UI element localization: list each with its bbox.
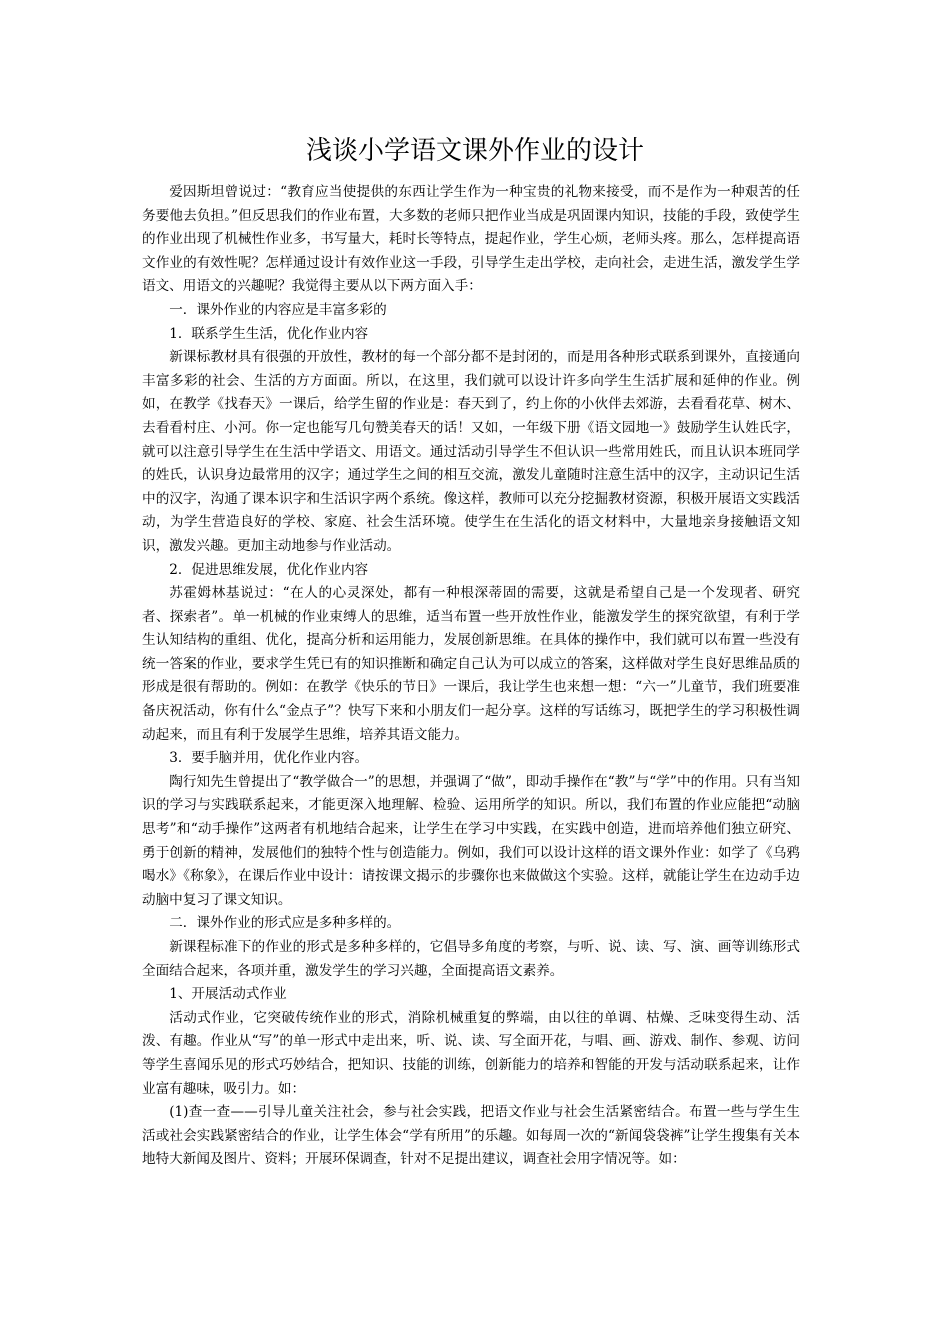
paragraph-activity: 活动式作业，它突破传统作业的形式，消除机械重复的弊端，由以往的单调、枯燥、乏味变得生动、活泼、有趣。作业从“写”的单一形式中走出来，听、说、读、写全面开花，与唱、画、游戏、制作、参观、访问等学生喜闻乐见的形式巧妙结合，把知识、技能的训练，创新能力的培养和智能的开发与活动联系起来，让作业富有趣味，吸引力。如： [142,1009,800,1097]
paragraph-form: 新课程标准下的作业的形式是多种多样的，它倡导多角度的考察，与听、说、读、写、演、画等训练形式全面结合起来，各项并重，激发学生的学习兴趣，全面提高语文素养。 [142,939,800,979]
paragraph-thinking: 苏霍姆林基说过：“在人的心灵深处，都有一种根深蒂固的需要，这就是希望自己是一个发现者、研究者、探索者”。单一机械的作业束缚人的思维，适当布置一些开放性作业，能激发学生的探究欲望，有利于学生认知结构的重组、优化，提高分析和运用能力，发展创新思维。在具体的操作中，我们就可以布置一些没有统一答案的作业，要求学生凭已有的知识推断和确定自己认为可以成立的答案，这样做对学生良好思维品质的形成是很有帮助的。例如：在教学《快乐的节日》一课后，我让学生也来想一想：“六一”儿童节，我们班要准备庆祝活动，你有什么“金点子”？快写下来和小朋友们一起分享。这样的写话练习，既把学生的学习积极性调动起来，而且有利于发展学生思维，培养其语文能力。 [142,585,800,743]
section-heading-content: 一．课外作业的内容应是丰富多彩的 [169,301,387,318]
document-body [142,181,800,1172]
paragraph-intro: 爱因斯坦曾说过：“教育应当使提供的东西让学生作为一种宝贵的礼物来接受，而不是作为一种艰苦的任务要他去负担。”但反思我们的作业布置，大多数的老师只把作业当成是巩固课内知识，技能的手段，致使学生的作业出现了机械性作业多，书写量大，耗时长等特点，提起作业，学生心烦，老师头疼。那么，怎样提高语文作业的有效性呢？怎样通过设计有效作业这一手段，引导学生走出学校，走向社会，走进生活，激发学生学语文、用语文的兴趣呢？我觉得主要从以下两方面入手： [142,184,800,295]
document-title: 浅谈小学语文课外作业的设计 [305,136,644,166]
section-heading-form: 二．课外作业的形式应是多种多样的。 [169,915,401,932]
subheading-hands-on: 3．要手脑并用，优化作业内容。 [169,750,369,767]
paragraph-hands-on: 陶行知先生曾提出了“教学做合一”的思想，并强调了“做”，即动手操作在“教”与“学”中的作用。只有当知识的学习与实践联系起来，才能更深入地理解、检验、运用所学的知识。所以，我们布置的作业应能把“动脑思考”和“动手操作”这两者有机地结合起来，让学生在学习中实践，在实践中创造，进而培养他们独立研究、勇于创新的精神，发展他们的独特个性与创造能力。例如，我们可以设计这样的语文课外作业：如学了《乌鸦喝水》《称象》，在课后作业中设计：请按课文揭示的步骤你也来做做这个实验。这样，就能让学生在边动手边动脑中复习了课文知识。 [142,773,800,908]
paragraph-investigate: (1)查一查——引导儿童关注社会，参与社会实践，把语文作业与社会生活紧密结合。布置一些与学生生活或社会实践紧密结合的作业，让学生体会“学有所用”的乐趣。如每周一次的“新闻袋袋裤”让学生搜集有关本地特大新闻及图片、资料；开展环保调查，针对不足提出建议，调查社会用字情况等。如： [142,1104,800,1168]
paragraph-life: 新课标教材具有很强的开放性，教材的每一个部分都不是封闭的，而是用各种形式联系到课外，直接通向丰富多彩的社会、生活的方方面面。所以，在这里，我们就可以设计许多向学生生活扩展和延伸的作业。例如，在教学《找春天》一课后，给学生留的作业是：春天到了，约上你的小伙伴去郊游，去看看花草、树木、去看看村庄、小河。你一定也能写几句赞美春天的话！又如，一年级下册《语文园地一》鼓励学生认姓氏字，就可以注意引导学生在生活中学语文、用语文。通过活动引导学生不但认识一些常用姓氏，而且认识本班同学的姓氏，认识身边最常用的汉字；通过学生之间的相互交流，激发儿童随时注意生活中的汉字，主动识记生活中的汉字，沟通了课本识字和生活识字两个系统。像这样，教师可以充分挖掘教材资源，积极开展语文实践活动，为学生营造良好的学校、家庭、社会生活环境。使学生在生活化的语文材料中，大量地亲身接触语文知识，激发兴趣。更加主动地参与作业活动。 [142,349,800,554]
subheading-thinking: 2．促进思维发展，优化作业内容 [169,561,369,578]
subheading-activity: 1、开展活动式作业 [169,986,287,1003]
subheading-life: 1．联系学生生活，优化作业内容 [169,325,369,342]
